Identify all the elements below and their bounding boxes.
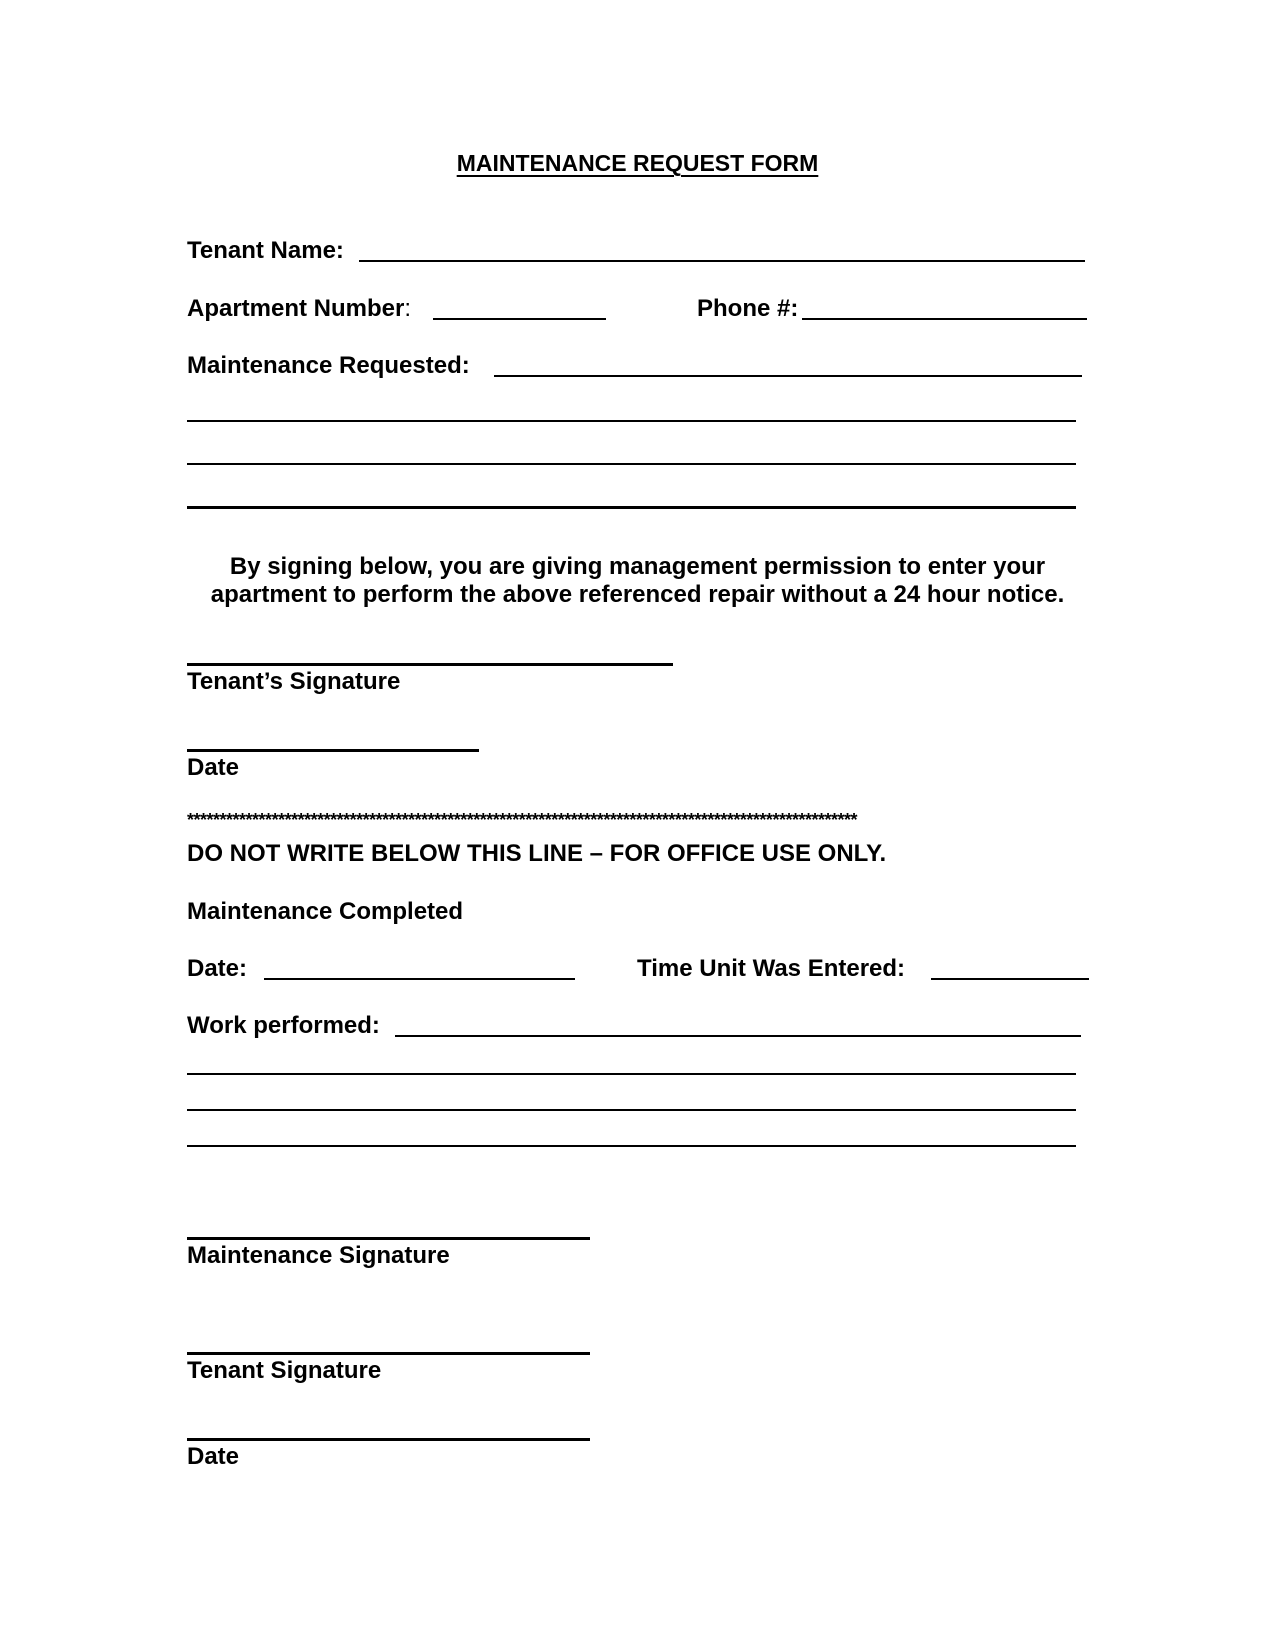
tenant-name-label: Tenant Name: bbox=[187, 237, 344, 264]
completion-date-label: Date: bbox=[187, 955, 248, 982]
maintenance-requested-label: Maintenance Requested: bbox=[187, 352, 470, 379]
apartment-number-field[interactable] bbox=[433, 318, 606, 320]
maintenance-signature-label: Maintenance Signature bbox=[187, 1242, 450, 1269]
apartment-number-label-text: Apartment Number bbox=[187, 295, 405, 322]
tenants-signature-label: Tenant’s Signature bbox=[187, 668, 401, 695]
date-field-2[interactable] bbox=[187, 1438, 590, 1441]
phone-field[interactable] bbox=[802, 318, 1087, 320]
maintenance-requested-line-4[interactable] bbox=[187, 506, 1076, 509]
form-title-text: MAINTENANCE REQUEST FORM bbox=[456, 150, 819, 176]
work-performed-line-3[interactable] bbox=[187, 1109, 1076, 1111]
permission-notice bbox=[180, 553, 1095, 609]
form-title bbox=[0, 152, 1275, 175]
date-label-2: Date bbox=[187, 1443, 240, 1470]
phone-label: Phone #: bbox=[697, 295, 799, 322]
completion-date-field[interactable] bbox=[264, 978, 575, 980]
tenant-name-field[interactable] bbox=[359, 260, 1085, 262]
time-entered-field[interactable] bbox=[931, 978, 1089, 980]
maintenance-completed-label: Maintenance Completed bbox=[187, 898, 464, 925]
tenant-signature-field[interactable] bbox=[187, 1352, 590, 1355]
permission-notice-line-2: apartment to perform the above referenced repair without a 24 hour notice. bbox=[210, 581, 1065, 608]
time-entered-label: Time Unit Was Entered: bbox=[637, 955, 906, 982]
office-use-warning: DO NOT WRITE BELOW THIS LINE – FOR OFFICE USE ONLY. bbox=[187, 840, 887, 867]
tenants-signature-field[interactable] bbox=[187, 663, 673, 666]
date-field-1[interactable] bbox=[187, 749, 479, 752]
permission-notice-line-1: By signing below, you are giving management permission to enter your bbox=[229, 553, 1046, 580]
maintenance-requested-line-3[interactable] bbox=[187, 463, 1076, 465]
date-label-1: Date bbox=[187, 754, 240, 781]
work-performed-line-2[interactable] bbox=[187, 1073, 1076, 1075]
apartment-number-colon: : bbox=[404, 295, 412, 322]
tenant-signature-label: Tenant Signature bbox=[187, 1357, 382, 1384]
maintenance-requested-line-2[interactable] bbox=[187, 420, 1076, 422]
work-performed-field[interactable] bbox=[395, 1035, 1081, 1037]
maintenance-requested-field[interactable] bbox=[494, 375, 1082, 377]
apartment-number-label bbox=[187, 297, 411, 321]
work-performed-label: Work performed: bbox=[187, 1012, 380, 1039]
maintenance-signature-field[interactable] bbox=[187, 1237, 590, 1240]
work-performed-line-4[interactable] bbox=[187, 1145, 1076, 1147]
separator-stars: ******************************************************************************************************* bbox=[187, 811, 858, 829]
